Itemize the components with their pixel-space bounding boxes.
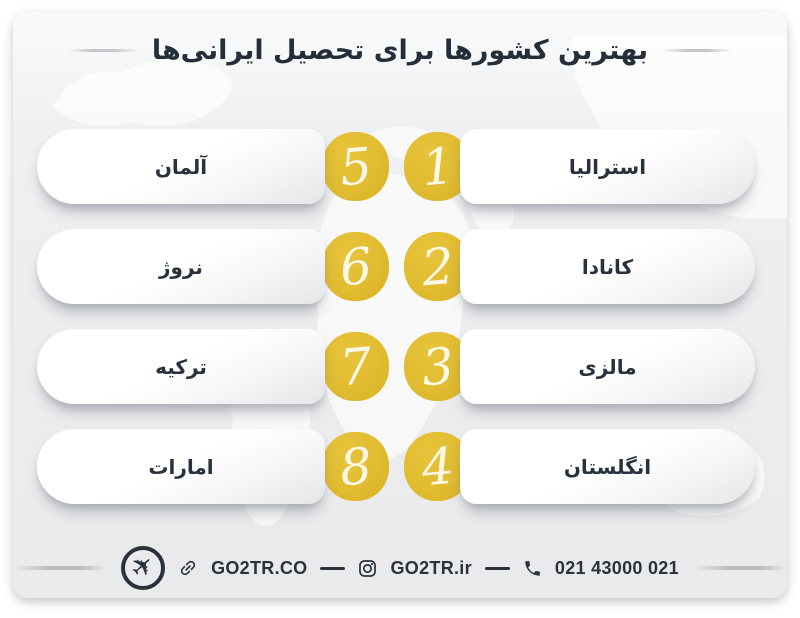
world-map-background (13, 12, 787, 598)
footer-divider (320, 567, 345, 570)
panel-background (13, 12, 787, 598)
title-decorative-line-right (68, 49, 138, 52)
country-pill-england[interactable] (460, 429, 755, 504)
country-pill-turkey[interactable] (37, 329, 325, 404)
country-pill-australia[interactable] (460, 129, 755, 204)
country-label: استرالیا (568, 154, 647, 179)
rank-number: 3 (419, 336, 456, 397)
footer-divider (485, 567, 510, 570)
rank-number: 6 (337, 236, 374, 297)
title-decorative-line-left (662, 49, 732, 52)
rank-number: 5 (337, 136, 374, 197)
rank-number: 7 (337, 336, 374, 397)
country-label: آلمان (154, 154, 208, 179)
rank-badge-7 (322, 332, 389, 401)
link-icon[interactable] (178, 558, 198, 578)
rank-badge-8 (322, 432, 389, 501)
phone-icon[interactable] (523, 559, 542, 578)
country-label: ترکیه (155, 354, 207, 379)
footer-left-dash (12, 566, 108, 570)
country-label: کانادا (581, 254, 634, 279)
airplane-icon: ✈ (124, 547, 162, 587)
country-pill-germany[interactable] (37, 129, 325, 204)
rank-badge-5 (322, 132, 389, 201)
rank-number: 1 (419, 136, 456, 197)
country-label: نروژ (159, 254, 203, 279)
phone-number-text[interactable]: 021 43000 021 (554, 557, 679, 578)
rank-number: 4 (419, 436, 456, 497)
instagram-icon[interactable] (358, 559, 377, 578)
country-label: مالزی (578, 354, 637, 379)
rank-badge-6 (322, 232, 389, 301)
page-title: بهترین کشورها برای تحصیل ایرانی‌ها (151, 34, 649, 66)
go2tr-logo (121, 546, 165, 590)
country-pill-canada[interactable] (460, 229, 755, 304)
country-label: امارات (148, 454, 214, 479)
footer-right-dash (692, 566, 788, 570)
country-pill-uae[interactable] (37, 429, 325, 504)
rank-number: 2 (419, 236, 456, 297)
website-text[interactable]: GO2TR.CO (211, 557, 308, 578)
instagram-handle-text[interactable]: GO2TR.ir (390, 557, 472, 578)
country-label: انگلستان (563, 454, 652, 479)
country-pill-malaysia[interactable] (460, 329, 755, 404)
footer-bar (0, 544, 800, 592)
title-row (0, 28, 800, 72)
country-pill-norway[interactable] (37, 229, 325, 304)
rank-number: 8 (337, 436, 374, 497)
